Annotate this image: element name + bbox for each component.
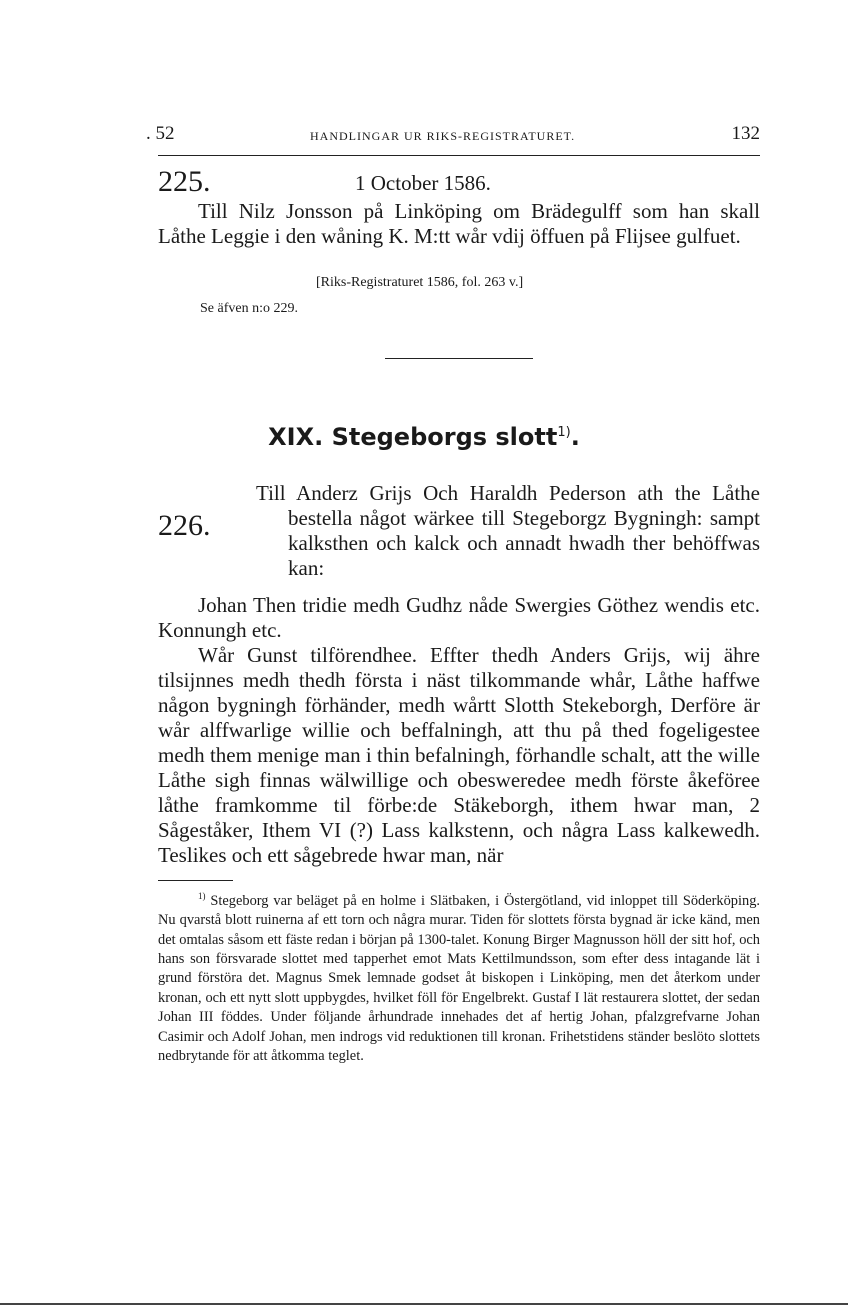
page-bottom-edge <box>0 1303 848 1305</box>
entry-heading-226: Till Anderz Grijs Och Haraldh Pederson ath the Låthe bestella något wärkee till Stegeborgz Bygningh: sampt kalksthen och kalck och annadt hwadh ther behöffwas kan: <box>256 481 760 580</box>
entry-paragraph-1: Johan Then tridie medh Gudhz nåde Swergies Göthez wendis etc. Konnungh etc. <box>158 593 760 642</box>
footnote-text: Stegeborg var beläget på en holme i Slätbaken, i Östergötland, vid inloppet till Söderköping. Nu qvarstå blott ruinerna af ett torn och några murar. Tiden för slottets första bygnad är icke känd, men det omtalas såsom ett fäste redan i början på 1300-talet. Konung Birger Magnusson höll der sitt hof, och hans son försvarade slottet med tapperhet emot Mats Kettilmundsson, som efter dess intagande lät i grund förstöra det. Magnus Smek lemnade godset åt biskopen i Linköping, men det återkom under kronan, och ett nytt slott uppbygdes, hvilket föll för Engelbrekt. Gustaf I lät restaurera slottet, der sedan Johan III föddes. Under följande århundrade innehades det af hertig Johan, pfalzgrefvarne Johan Casimir och Adolf Johan, men indrogs vid reduktionen till kronan. Frihetstidens ständer beslöto slottets nedbrytande för att åtkomma teglet. <box>158 892 760 1065</box>
running-title: HANDLINGAR UR RIKS-REGISTRATURET. <box>310 129 576 143</box>
section-title-text: XIX. Stegeborgs slott <box>268 423 558 451</box>
footnote-mark: 1) <box>198 891 206 901</box>
entry-number-225: 225. <box>158 165 211 198</box>
footnote <box>158 887 760 1066</box>
see-also-225: Se äfven n:o 229. <box>200 301 298 316</box>
source-citation-225: [Riks-Registraturet 1586, fol. 263 v.] <box>316 275 524 290</box>
header-rule <box>158 155 760 156</box>
entry-text-225: Till Nilz Jonsson på Linköping om Brädegulff som han skall Låthe Leggie i den wåning K. M:tt wår vdij öffuen på Flijsee gulfuet. <box>158 199 760 248</box>
footnote-rule <box>158 880 233 881</box>
page-number-right: 132 <box>731 123 760 144</box>
section-heading: XIX. Stegeborgs slott$^{1)}$. <box>268 423 580 451</box>
page-number-left: . 52 <box>146 123 175 144</box>
entry-paragraph-2: Wår Gunst tilförendhee. Effter thedh Anders Grijs, wij ähre tilsijnnes medh thedh första i näst tilkommande whår, Låthe haffwe någon bygningh förhänder, medh wårtt Slotth Stekeborgh, Derföre är wår alffwarlige willie och beffalningh, att thu på thed fogeligestee medh them menige man i thin befalningh, förhandle schalt, att the wille Låthe sigh finnas wälwillige och obesweredee medh förste åkeföree låthe framkomme til förbe:de Stäkeborgh, ithem hwar man, 2 Sågeståker, Ithem VI (?) Lass kalkstenn, och några Lass kalkewedh. Teslikes och ett sågebrede hwar man, när <box>158 643 760 867</box>
entry-date-225: 1 October 1586. <box>355 171 491 195</box>
section-separator <box>385 358 533 359</box>
section-footnote-mark: 1) <box>557 425 571 440</box>
entry-number-226: 226. <box>158 509 211 542</box>
entry-body-226 <box>158 593 760 868</box>
